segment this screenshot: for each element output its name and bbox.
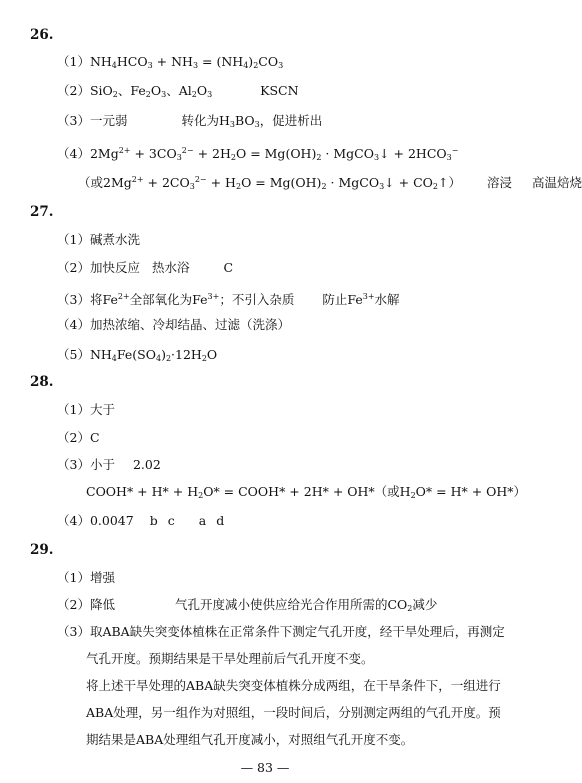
answer-line: （3）一元弱 转化为$H_3BO_3$，促进析出 xyxy=(57,113,323,129)
answer-line: （1）碱煮水洗 xyxy=(57,232,140,247)
answer-line: （2）SiO$_2$、$Fe_2O_3$、$Al_2O_3$ KSCN xyxy=(57,83,299,99)
answer-line: （2）加快反应 热水浴 C xyxy=(57,260,234,275)
answer-line: （或$2Mg^{2+} + 2CO_3^{2-} + H_2O = Mg(OH)_2$ · MgCO$_3$↓ + $CO_2↑$） 溶浸 高温焙烧 xyxy=(78,175,582,191)
answer-line: ABA处理，另一组作为对照组，一段时间后，分别测定两组的气孔开度。预 xyxy=(86,705,501,720)
answer-line: 气孔开度。预期结果是干旱处理前后气孔开度不变。 xyxy=(86,651,374,666)
answer-line: （3）取ABA缺失突变体植株在正常条件下测定气孔开度，经干旱处理后，再测定 xyxy=(57,624,505,639)
question-number: 27. xyxy=(30,204,54,220)
answer-line: （3）将$Fe^{2+}$全部氧化为$Fe^{3+}$；不引入杂质 防止$Fe^{3+}$水解 xyxy=(57,292,400,307)
answer-line: $(1)NH_4HCO_3 + NH_3 = (NH_4)_2CO_3$ xyxy=(57,54,284,70)
question-number: 29. xyxy=(30,542,54,558)
answer-line: （1）大于 xyxy=(57,402,115,417)
answer-line: （4）加热浓缩、冷却结晶、过滤（洗涤） xyxy=(57,317,290,332)
answer-line: $(4)2Mg^{2+} + 3CO_3^{2-} + 2H_2O = Mg(OH)_2$ · MgCO$_3$↓ + $2HCO_3^-$ xyxy=(57,146,459,162)
question-number: 28. xyxy=(30,374,54,390)
answer-line: COOH* + $H* + H_2O*$ = COOH* + 2H* + OH*（或$H_2O* = H* + OH*$） xyxy=(86,484,527,500)
page-number: — 83 — xyxy=(240,760,290,775)
answer-line: （1）增强 xyxy=(57,570,115,585)
question-number: 26. xyxy=(30,27,54,43)
answer-line: （2）降低 气孔开度减小使供应给光合作用所需的$CO_2$减少 xyxy=(57,597,438,613)
answer-line: 将上述干旱处理的ABA缺失突变体植株分成两组，在干旱条件下，一组进行 xyxy=(86,678,501,693)
answer-line: 期结果是ABA处理组气孔开度减小，对照组气孔开度不变。 xyxy=(86,732,414,747)
answer-line: （4）0.0047 b c a d xyxy=(57,513,225,528)
answer-line: $(5)NH_4Fe(SO_4)_2\cdot 12H_2O$ xyxy=(57,347,218,363)
answer-line: （3）小于 2.02 xyxy=(57,457,161,472)
answer-line: （2）C xyxy=(57,430,100,445)
